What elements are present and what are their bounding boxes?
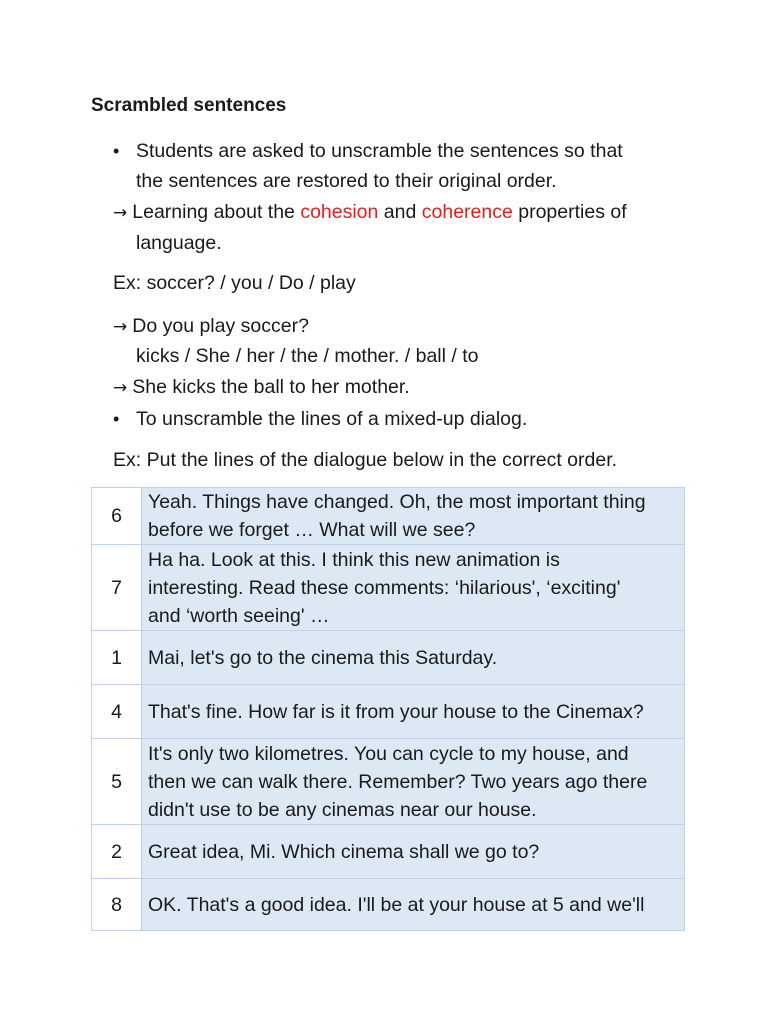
cohesion-term: cohesion	[300, 201, 379, 223]
learning-line2: language.	[136, 232, 222, 254]
row-number: 1	[92, 631, 142, 685]
row-text-line: before we forget … What will we see?	[148, 519, 476, 541]
dialog-table	[91, 487, 685, 931]
row-text-line: Great idea, Mi. Which cinema shall we go to?	[148, 840, 540, 863]
row-text-line: It's only two kilometres. You can cycle to my house, and	[148, 742, 629, 765]
arrow-icon: →	[113, 203, 128, 223]
row-text	[142, 631, 685, 685]
example1-answer-line	[113, 311, 309, 342]
learning-mid: and	[378, 201, 422, 223]
row-text-line: Mai, let's go to the cinema this Saturday.	[148, 646, 498, 669]
example2-prompt: Ex: Put the lines of the dialogue below in the correct order.	[113, 449, 618, 471]
example1-prompt: Ex: soccer? / you / Do / play	[113, 272, 356, 294]
coherence-term: coherence	[421, 201, 513, 223]
example1-prompt2: kicks / She / her / the / mother. / ball / to	[136, 345, 479, 367]
example1-answer2-line	[113, 372, 410, 403]
learning-line	[113, 197, 627, 228]
row-number: 7	[92, 545, 142, 631]
arrow-icon: →	[113, 378, 128, 398]
bullet-dot: •	[113, 409, 120, 429]
table-row	[92, 545, 685, 631]
row-number: 4	[92, 685, 142, 739]
example1-answer: Do you play soccer?	[132, 315, 309, 337]
row-number: 8	[92, 879, 142, 931]
section-heading: Scrambled sentences	[91, 95, 287, 116]
table-row	[92, 879, 685, 931]
bullet1-line1: Students are asked to unscramble the sentences so that	[136, 140, 623, 162]
bullet-dot: •	[113, 141, 120, 161]
row-text-line: interesting. Read these comments: ‘hilarious', ‘exciting'	[148, 576, 621, 599]
row-text	[142, 545, 685, 631]
row-text-line: and ‘worth seeing' …	[148, 604, 330, 627]
table-row	[92, 685, 685, 739]
row-text	[142, 739, 685, 825]
row-text	[142, 825, 685, 879]
row-text-line: OK. That's a good idea. I'll be at your house at 5 and we'll	[148, 893, 645, 916]
bullet2-text: To unscramble the lines of a mixed-up dialog.	[136, 408, 528, 430]
learning-suffix: properties of	[512, 201, 627, 223]
row-text-line: then we can walk there. Remember? Two years ago there	[148, 770, 648, 793]
bullet1-line2: the sentences are restored to their original order.	[136, 170, 557, 192]
table-row	[92, 825, 685, 879]
row-number: 6	[92, 488, 142, 545]
row-text	[142, 488, 685, 545]
row-text-line: Ha ha. Look at this. I think this new animation is	[148, 548, 560, 571]
example1-answer2: She kicks the ball to her mother.	[132, 376, 410, 398]
row-text	[142, 879, 685, 931]
arrow-icon: →	[113, 317, 128, 337]
row-text-line: Yeah. Things have changed. Oh, the most important thing	[148, 491, 646, 513]
row-number: 2	[92, 825, 142, 879]
row-text-line: didn't use to be any cinemas near our house.	[148, 798, 537, 821]
table-row	[92, 739, 685, 825]
row-text	[142, 685, 685, 739]
table-row	[92, 488, 685, 545]
row-number: 5	[92, 739, 142, 825]
table-row	[92, 631, 685, 685]
learning-prefix: Learning about the	[132, 201, 301, 223]
row-text-line: That's fine. How far is it from your house to the Cinemax?	[148, 700, 644, 723]
